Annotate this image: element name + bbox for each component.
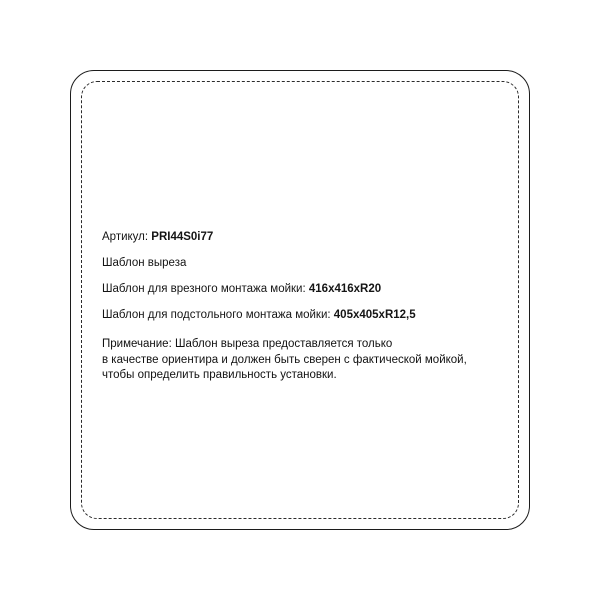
undermount-line: [102, 308, 502, 323]
article-line: [102, 230, 502, 245]
article-label: Артикул:: [102, 231, 149, 243]
drop-in-mount-value: 416х416хR20: [308, 283, 382, 295]
cutout-template-label: Шаблон выреза: [102, 257, 187, 269]
note-line-2: в качестве ориентира и должен быть сверен с фактической мойкой,: [102, 353, 467, 366]
note-line-3: чтобы определить правильность установки.: [102, 369, 337, 381]
drop-in-mount-label: Шаблон для врезного монтажа мойки:: [102, 283, 306, 295]
note-line-1: Примечание: Шаблон выреза предоставляется только: [102, 338, 393, 350]
undermount-label: Шаблон для подстольного монтажа мойки:: [102, 309, 331, 321]
undermount-value: 405х405хR12,5: [333, 309, 416, 321]
article-value: PRI44S0i77: [151, 231, 214, 243]
note-block: [102, 337, 502, 384]
drop-in-mount-line: [102, 282, 502, 297]
cutout-template-line: [102, 256, 502, 271]
specification-text-block: [102, 230, 502, 395]
